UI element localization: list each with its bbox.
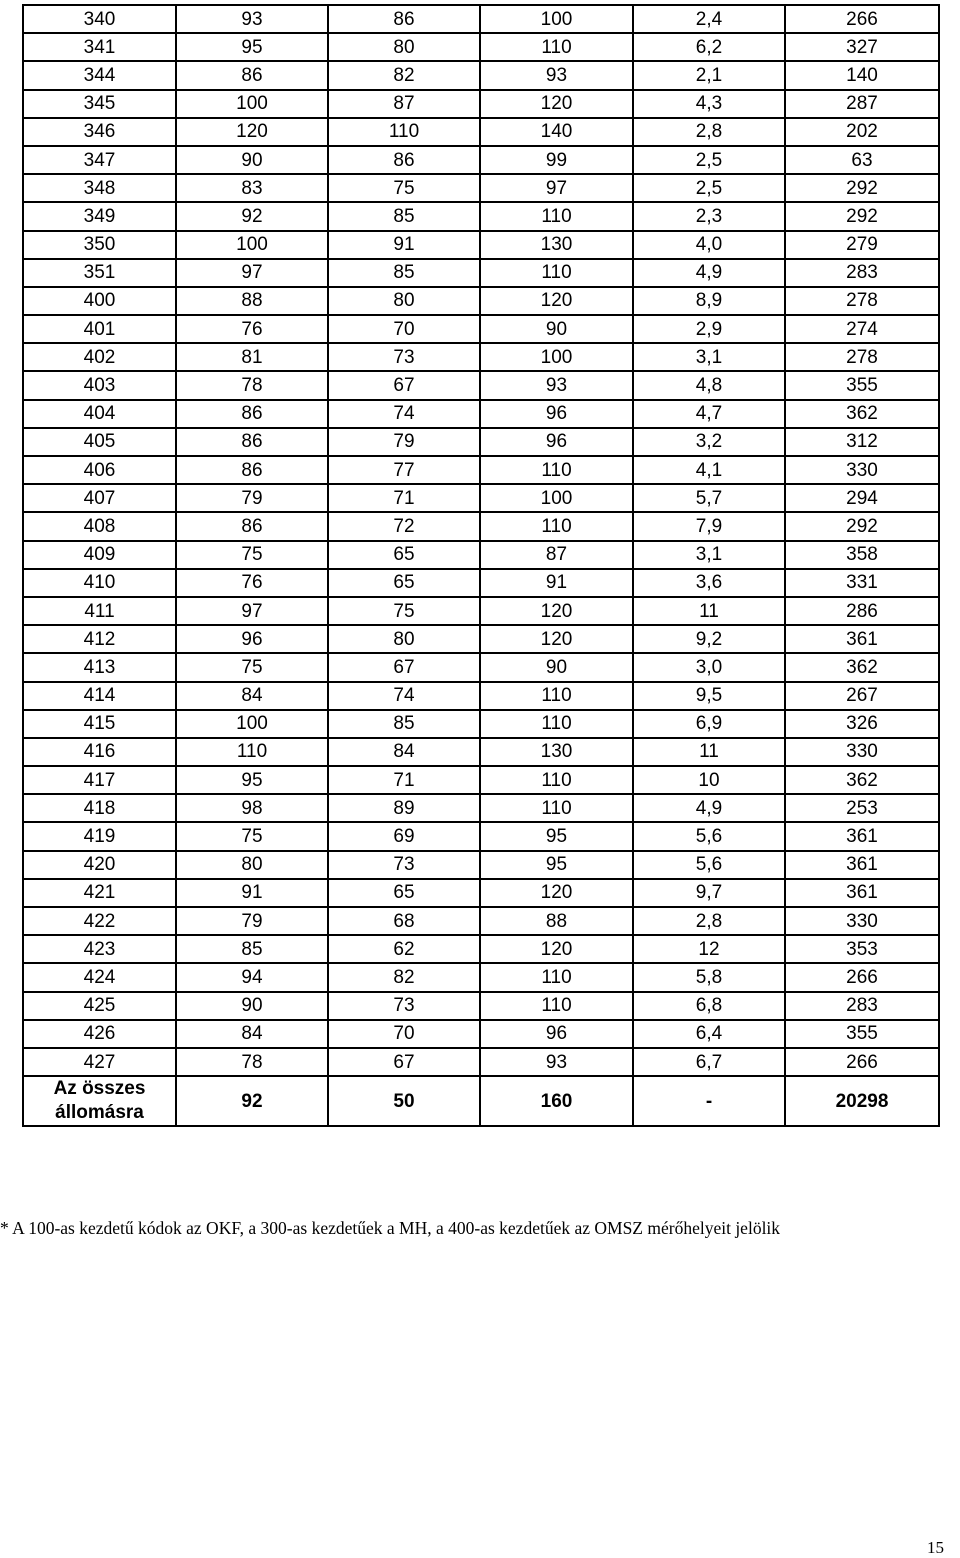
table-cell: 287 [785,90,939,118]
table-row [23,231,939,259]
table-cell: 67 [328,371,480,399]
table-row [23,400,939,428]
table-cell: 12 [633,935,785,963]
table-cell: 361 [785,879,939,907]
table-row [23,1048,939,1076]
table-row [23,738,939,766]
table-cell: 110 [480,710,633,738]
table-cell: 82 [328,61,480,89]
table-cell: 5,8 [633,963,785,991]
table-cell: 267 [785,682,939,710]
total-cell: 20298 [785,1076,939,1126]
table-cell: 292 [785,512,939,540]
table-cell: 120 [480,597,633,625]
table-row [23,90,939,118]
table-cell: 97 [176,597,328,625]
table-cell: 110 [480,992,633,1020]
table-cell: 100 [480,484,633,512]
table-cell: 120 [176,118,328,146]
table-cell: 88 [176,287,328,315]
total-cell: 50 [328,1076,480,1126]
table-cell: 327 [785,33,939,61]
station-code-cell: 351 [23,259,176,287]
table-cell: 100 [176,90,328,118]
table-cell: 5,7 [633,484,785,512]
table-row [23,371,939,399]
table-cell: 86 [176,400,328,428]
table-cell: 72 [328,512,480,540]
table-cell: 100 [480,343,633,371]
table-cell: 2,1 [633,61,785,89]
table-cell: 278 [785,343,939,371]
table-cell: 76 [176,315,328,343]
table-cell: 96 [480,400,633,428]
table-cell: 65 [328,569,480,597]
station-data-table [22,4,940,1127]
table-cell: 85 [328,202,480,230]
station-code-cell: 408 [23,512,176,540]
table-row [23,1020,939,1048]
table-row [23,512,939,540]
table-cell: 92 [176,202,328,230]
table-row [23,287,939,315]
table-cell: 96 [480,428,633,456]
table-cell: 120 [480,625,633,653]
table-cell: 8,9 [633,287,785,315]
table-cell: 76 [176,569,328,597]
table-row [23,822,939,850]
table-cell: 355 [785,1020,939,1048]
table-row [23,146,939,174]
table-cell: 86 [176,512,328,540]
station-code-cell: 423 [23,935,176,963]
table-cell: 120 [480,935,633,963]
table-cell: 84 [328,738,480,766]
table-cell: 326 [785,710,939,738]
table-cell: 87 [328,90,480,118]
table-cell: 2,3 [633,202,785,230]
table-cell: 75 [176,653,328,681]
table-row [23,625,939,653]
table-row [23,315,939,343]
table-cell: 65 [328,879,480,907]
table-cell: 110 [480,259,633,287]
table-cell: 78 [176,371,328,399]
total-cell: - [633,1076,785,1126]
table-cell: 4,3 [633,90,785,118]
table-cell: 6,7 [633,1048,785,1076]
table-cell: 331 [785,569,939,597]
table-cell: 120 [480,879,633,907]
table-cell: 110 [480,202,633,230]
table-cell: 6,8 [633,992,785,1020]
table-cell: 86 [176,428,328,456]
table-cell: 85 [328,259,480,287]
table-cell: 5,6 [633,822,785,850]
table-cell: 361 [785,625,939,653]
table-cell: 100 [176,710,328,738]
table-row [23,963,939,991]
table-cell: 77 [328,456,480,484]
table-row [23,428,939,456]
table-cell: 292 [785,174,939,202]
table-cell: 11 [633,738,785,766]
station-code-cell: 405 [23,428,176,456]
table-cell: 110 [480,512,633,540]
table-cell: 286 [785,597,939,625]
station-code-cell: 422 [23,907,176,935]
table-cell: 80 [328,625,480,653]
total-cell: 92 [176,1076,328,1126]
table-cell: 6,9 [633,710,785,738]
table-cell: 362 [785,400,939,428]
table-row [23,118,939,146]
table-cell: 93 [480,371,633,399]
table-cell: 83 [176,174,328,202]
table-cell: 81 [176,343,328,371]
table-cell: 90 [480,315,633,343]
table-cell: 94 [176,963,328,991]
table-cell: 98 [176,794,328,822]
table-row [23,484,939,512]
table-cell: 97 [176,259,328,287]
table-cell: 2,5 [633,146,785,174]
table-cell: 97 [480,174,633,202]
table-cell: 110 [480,456,633,484]
table-cell: 2,4 [633,5,785,33]
table-row [23,569,939,597]
station-code-cell: 416 [23,738,176,766]
table-row [23,456,939,484]
station-code-cell: 421 [23,879,176,907]
table-cell: 7,9 [633,512,785,540]
station-code-cell: 406 [23,456,176,484]
station-code-cell: 350 [23,231,176,259]
station-code-cell: 425 [23,992,176,1020]
station-code-cell: 346 [23,118,176,146]
total-row-label [23,1076,176,1126]
table-cell: 95 [176,766,328,794]
table-cell: 9,5 [633,682,785,710]
table-cell: 120 [480,287,633,315]
station-code-cell: 414 [23,682,176,710]
table-cell: 79 [176,484,328,512]
table-cell: 266 [785,1048,939,1076]
table-cell: 70 [328,1020,480,1048]
total-label-line1: Az összes [53,1078,146,1100]
table-cell: 73 [328,343,480,371]
table-row [23,259,939,287]
station-code-cell: 400 [23,287,176,315]
footnote: * A 100-as kezdetű kódok az OKF, a 300-as kezdetűek a MH, a 400-as kezdetűek az OMSZ mérőhelyeit jelölik [0,1218,781,1238]
table-cell: 95 [176,33,328,61]
station-code-cell: 420 [23,851,176,879]
table-row [23,682,939,710]
station-code-cell: 409 [23,541,176,569]
table-cell: 69 [328,822,480,850]
table-cell: 93 [480,1048,633,1076]
table-cell: 9,7 [633,879,785,907]
table-cell: 95 [480,822,633,850]
table-cell: 4,1 [633,456,785,484]
station-code-cell: 407 [23,484,176,512]
table-cell: 62 [328,935,480,963]
table-cell: 86 [328,146,480,174]
table-cell: 67 [328,653,480,681]
table-cell: 85 [176,935,328,963]
table-cell: 274 [785,315,939,343]
table-row [23,653,939,681]
table-cell: 130 [480,738,633,766]
table-cell: 85 [328,710,480,738]
table-cell: 266 [785,5,939,33]
table-cell: 95 [480,851,633,879]
station-code-cell: 344 [23,61,176,89]
station-code-cell: 413 [23,653,176,681]
table-cell: 96 [176,625,328,653]
table-row [23,174,939,202]
table-cell: 110 [176,738,328,766]
table-cell: 4,9 [633,794,785,822]
table-cell: 80 [176,851,328,879]
table-cell: 65 [328,541,480,569]
table-row [23,597,939,625]
table-cell: 2,5 [633,174,785,202]
table-row [23,907,939,935]
table-cell: 74 [328,400,480,428]
table-cell: 73 [328,992,480,1020]
table-cell: 100 [176,231,328,259]
table-row [23,766,939,794]
table-cell: 312 [785,428,939,456]
table-cell: 4,7 [633,400,785,428]
station-code-cell: 410 [23,569,176,597]
table-row [23,879,939,907]
table-cell: 9,2 [633,625,785,653]
table-cell: 75 [328,597,480,625]
table-cell: 90 [176,146,328,174]
table-cell: 80 [328,287,480,315]
table-cell: 87 [480,541,633,569]
table-cell: 79 [176,907,328,935]
table-cell: 355 [785,371,939,399]
table-cell: 362 [785,653,939,681]
table-cell: 63 [785,146,939,174]
table-cell: 3,1 [633,541,785,569]
station-code-cell: 345 [23,90,176,118]
table-cell: 3,1 [633,343,785,371]
table-cell: 330 [785,907,939,935]
table-cell: 292 [785,202,939,230]
table-cell: 362 [785,766,939,794]
table-cell: 6,2 [633,33,785,61]
table-cell: 93 [480,61,633,89]
station-code-cell: 341 [23,33,176,61]
table-cell: 110 [480,766,633,794]
table-cell: 78 [176,1048,328,1076]
table-cell: 67 [328,1048,480,1076]
table-cell: 91 [480,569,633,597]
station-code-cell: 418 [23,794,176,822]
total-cell: 160 [480,1076,633,1126]
table-cell: 86 [176,61,328,89]
table-cell: 330 [785,456,939,484]
station-code-cell: 404 [23,400,176,428]
total-label-line2: állomásra [55,1102,144,1124]
table-cell: 71 [328,766,480,794]
station-code-cell: 348 [23,174,176,202]
table-cell: 294 [785,484,939,512]
table-cell: 130 [480,231,633,259]
table-row [23,33,939,61]
station-code-cell: 349 [23,202,176,230]
table-cell: 74 [328,682,480,710]
table-cell: 353 [785,935,939,963]
table-row [23,5,939,33]
station-code-cell: 415 [23,710,176,738]
total-row [23,1076,939,1126]
table-row [23,61,939,89]
table-cell: 361 [785,851,939,879]
table-cell: 266 [785,963,939,991]
table-row [23,343,939,371]
table-cell: 110 [480,963,633,991]
table-cell: 140 [480,118,633,146]
station-code-cell: 402 [23,343,176,371]
table-cell: 86 [328,5,480,33]
table-cell: 96 [480,1020,633,1048]
table-cell: 88 [480,907,633,935]
table-cell: 70 [328,315,480,343]
table-cell: 4,9 [633,259,785,287]
table-cell: 110 [480,682,633,710]
table-cell: 330 [785,738,939,766]
table-cell: 361 [785,822,939,850]
table-cell: 253 [785,794,939,822]
table-cell: 120 [480,90,633,118]
station-code-cell: 427 [23,1048,176,1076]
table-cell: 5,6 [633,851,785,879]
station-code-cell: 401 [23,315,176,343]
page-number: 15 [927,1538,944,1557]
table-cell: 82 [328,963,480,991]
table-cell: 358 [785,541,939,569]
table-cell: 3,2 [633,428,785,456]
table-cell: 202 [785,118,939,146]
station-code-cell: 419 [23,822,176,850]
table-row [23,794,939,822]
table-body [23,5,939,1126]
table-cell: 91 [328,231,480,259]
table-cell: 93 [176,5,328,33]
table-cell: 90 [176,992,328,1020]
table-cell: 278 [785,287,939,315]
table-cell: 68 [328,907,480,935]
table-row [23,992,939,1020]
station-code-cell: 417 [23,766,176,794]
table-cell: 283 [785,259,939,287]
table-row [23,851,939,879]
table-row [23,541,939,569]
table-cell: 91 [176,879,328,907]
station-code-cell: 412 [23,625,176,653]
table-cell: 2,8 [633,907,785,935]
table-cell: 6,4 [633,1020,785,1048]
table-cell: 84 [176,1020,328,1048]
table-cell: 89 [328,794,480,822]
table-cell: 2,8 [633,118,785,146]
station-code-cell: 411 [23,597,176,625]
table-cell: 84 [176,682,328,710]
table-row [23,710,939,738]
table-cell: 110 [328,118,480,146]
table-cell: 10 [633,766,785,794]
table-cell: 4,8 [633,371,785,399]
table-row [23,935,939,963]
station-code-cell: 426 [23,1020,176,1048]
table-cell: 110 [480,794,633,822]
table-cell: 79 [328,428,480,456]
table-cell: 75 [328,174,480,202]
table-row [23,202,939,230]
table-cell: 283 [785,992,939,1020]
table-cell: 2,9 [633,315,785,343]
table-cell: 4,0 [633,231,785,259]
table-cell: 3,6 [633,569,785,597]
table-cell: 11 [633,597,785,625]
table-cell: 99 [480,146,633,174]
table-cell: 71 [328,484,480,512]
table-cell: 90 [480,653,633,681]
table-cell: 86 [176,456,328,484]
station-code-cell: 347 [23,146,176,174]
station-code-cell: 340 [23,5,176,33]
table-cell: 75 [176,822,328,850]
table-cell: 3,0 [633,653,785,681]
table-cell: 75 [176,541,328,569]
table-cell: 279 [785,231,939,259]
table-cell: 73 [328,851,480,879]
table-cell: 110 [480,33,633,61]
station-code-cell: 403 [23,371,176,399]
table-cell: 140 [785,61,939,89]
table-cell: 80 [328,33,480,61]
station-code-cell: 424 [23,963,176,991]
table-cell: 100 [480,5,633,33]
